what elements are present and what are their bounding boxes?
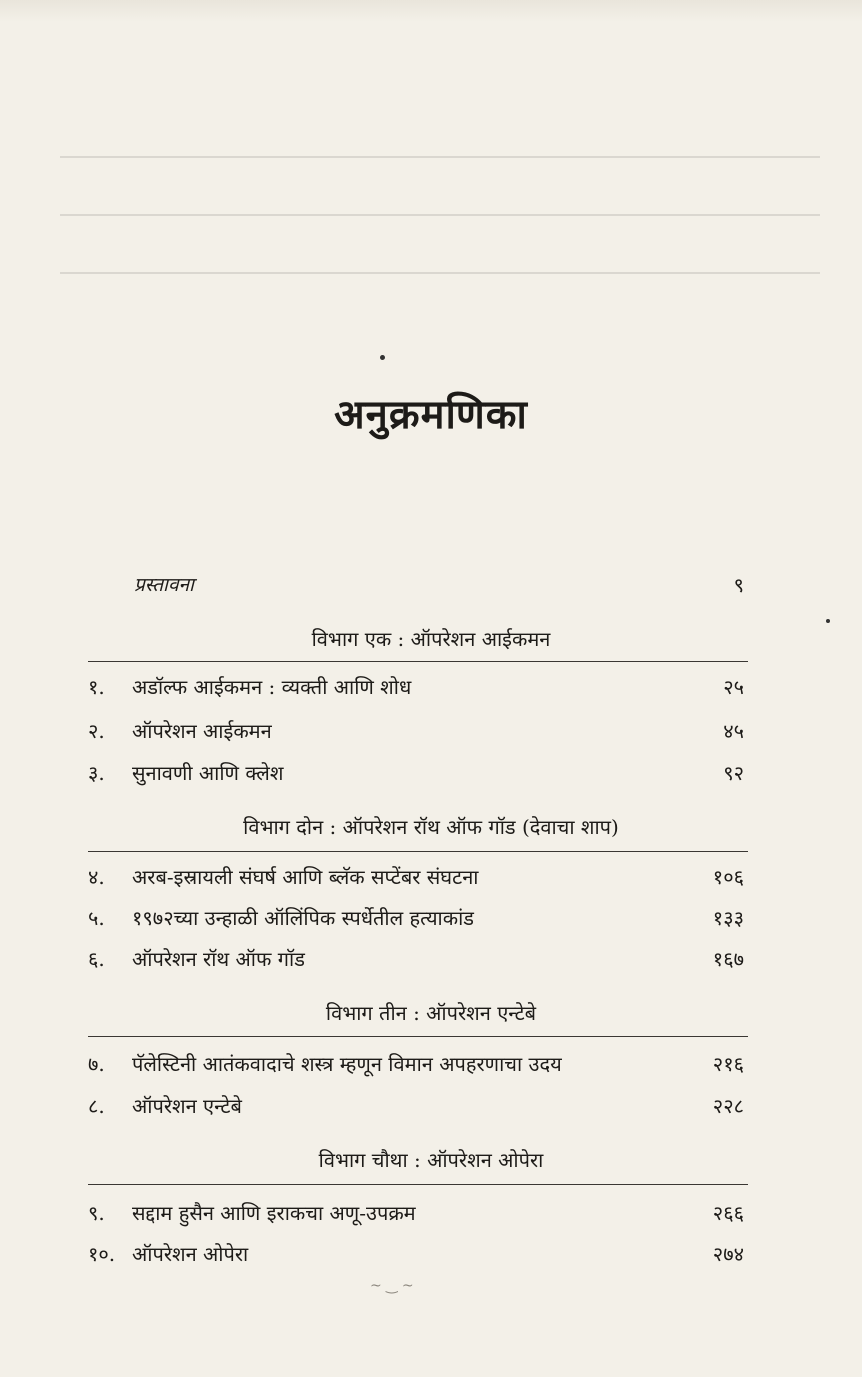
entry-page: १०६: [712, 865, 744, 889]
toc-entry[interactable]: [88, 714, 744, 748]
entry-number: ४.: [88, 865, 105, 889]
entry-title: ऑपरेशन रॉथ ऑफ गॉड: [132, 947, 305, 971]
entry-number: १०.: [88, 1242, 116, 1266]
toc-entry[interactable]: [88, 860, 744, 894]
section-heading: विभाग तीन : ऑपरेशन एन्टेबे: [325, 1001, 537, 1025]
toc-entry[interactable]: [88, 756, 744, 790]
entry-number: २.: [88, 719, 105, 743]
toc-entry-intro[interactable]: [88, 568, 744, 602]
toc-entry[interactable]: [88, 1237, 744, 1271]
bleed-through-text: [60, 118, 820, 278]
ink-dot: [380, 355, 385, 360]
toc-entry[interactable]: [88, 901, 744, 935]
entry-title: ऑपरेशन आईकमन: [132, 719, 272, 743]
toc-entry[interactable]: [88, 1047, 744, 1081]
entry-page: २५: [723, 675, 744, 699]
entry-title: १९७२च्या उन्हाळी ऑलिंपिक स्पर्धेतील हत्याकांड: [132, 906, 474, 930]
entry-title: प्रस्तावना: [134, 574, 194, 596]
entry-title: ऑपरेशन एन्टेबे: [132, 1094, 242, 1118]
entry-number: ८.: [88, 1094, 105, 1118]
entry-number: ६.: [88, 947, 105, 971]
entry-page: १३३: [712, 906, 744, 930]
toc-entry[interactable]: [88, 942, 744, 976]
entry-page: २२८: [712, 1094, 744, 1118]
section-heading: विभाग एक : ऑपरेशन आईकमन: [311, 627, 551, 651]
entry-number: ५.: [88, 906, 105, 930]
divider: [88, 851, 748, 852]
toc-entry[interactable]: [88, 670, 744, 704]
entry-page: ९२: [723, 761, 744, 785]
divider: [88, 1184, 748, 1185]
page-title: अनुक्रमणिका: [334, 391, 528, 438]
divider: [88, 1036, 748, 1037]
entry-title: अडॉल्फ आईकमन : व्यक्ती आणि शोध: [132, 675, 412, 699]
page-top-edge: [0, 0, 862, 22]
entry-number: ७.: [88, 1052, 105, 1076]
entry-number: ९.: [88, 1201, 105, 1225]
entry-number: १.: [88, 675, 105, 699]
entry-page: ४५: [723, 719, 744, 743]
toc-entry[interactable]: [88, 1196, 744, 1230]
entry-title: सद्दाम हुसैन आणि इराकचा अणू-उपक्रम: [132, 1201, 416, 1225]
entry-page: १६७: [712, 947, 744, 971]
entry-number: ३.: [88, 761, 105, 785]
entry-page: ९: [733, 573, 744, 597]
section-heading: विभाग चौथा : ऑपरेशन ओपेरा: [318, 1148, 544, 1172]
entry-title: पॅलेस्टिनी आतंकवादाचे शस्त्र म्हणून विमान अपहरणाचा उदय: [132, 1052, 562, 1076]
entry-title: सुनावणी आणि क्लेश: [132, 761, 284, 785]
entry-page: २६६: [712, 1201, 744, 1225]
entry-title: अरब-इस्रायली संघर्ष आणि ब्लॅक सप्टेंबर संघटना: [132, 865, 479, 889]
section-heading: विभाग दोन : ऑपरेशन रॉथ ऑफ गॉड (देवाचा शाप): [243, 815, 619, 839]
entry-title: ऑपरेशन ओपेरा: [132, 1242, 249, 1266]
ink-smudge: ~ ‿ ~: [370, 1278, 414, 1294]
entry-page: २१६: [712, 1052, 744, 1076]
entry-page: २७४: [712, 1242, 744, 1266]
divider: [88, 661, 748, 662]
toc-entry[interactable]: [88, 1089, 744, 1123]
